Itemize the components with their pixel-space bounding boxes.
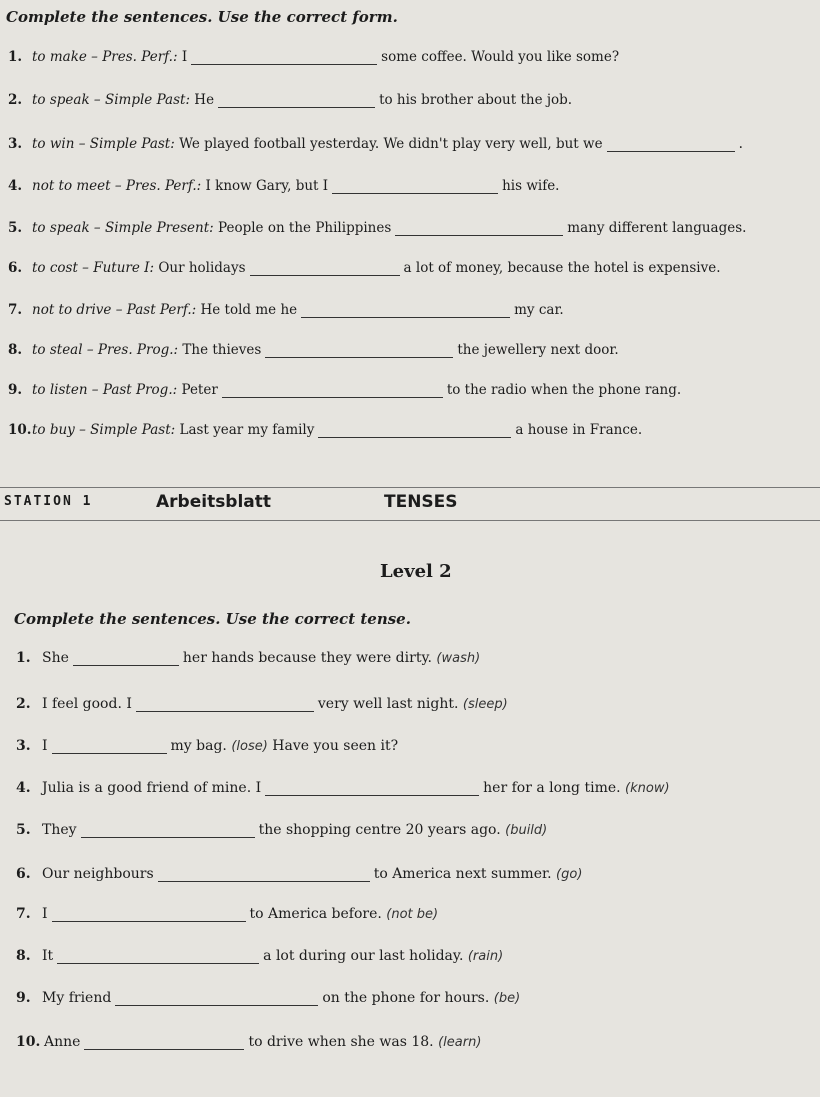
section2-title: Complete the sentences. Use the correct tense.	[14, 610, 411, 628]
item-number: 6.	[8, 260, 23, 276]
item-number: 8.	[8, 342, 23, 358]
tense-hint: to steal – Pres. Prog.:	[32, 342, 179, 358]
sentence-end: .	[738, 136, 743, 152]
station-label: STATION 1	[4, 494, 93, 509]
sentence-start: I know Gary, but I	[205, 178, 329, 194]
sentence-end: to the radio when the phone rang.	[446, 382, 682, 398]
sentence-end: very well last night.	[317, 696, 459, 712]
answer-blank[interactable]	[218, 93, 375, 108]
sentence-start: Our holidays	[158, 260, 246, 276]
answer-blank[interactable]	[81, 823, 255, 838]
exercise1-item	[8, 136, 743, 152]
item-number: 1.	[8, 49, 23, 65]
exercise2-item	[16, 948, 503, 964]
item-number: 9.	[8, 382, 23, 398]
sentence-end: her for a long time.	[483, 780, 621, 796]
answer-blank[interactable]	[191, 50, 377, 65]
exercise2-item	[16, 780, 670, 796]
exercise2-item	[16, 822, 547, 838]
sentence-start: They	[42, 822, 77, 838]
verb-hint: (lose)	[231, 739, 268, 754]
answer-blank[interactable]	[265, 343, 453, 358]
verb-hint: (rain)	[467, 949, 504, 964]
item-number: 3.	[16, 738, 31, 754]
exercise1-item	[8, 342, 619, 358]
exercise1-item	[8, 220, 746, 236]
item-number: 1.	[16, 650, 31, 666]
exercise1-item	[8, 422, 642, 438]
verb-hint: (be)	[493, 991, 521, 1006]
exercise1-item	[8, 302, 564, 318]
item-number: 9.	[16, 990, 31, 1006]
answer-blank[interactable]	[136, 697, 314, 712]
sentence-end: some coffee. Would you like some?	[381, 49, 620, 65]
sentence-end: my bag.	[170, 738, 227, 754]
tense-hint: to cost – Future I:	[32, 260, 155, 276]
tense-hint: to buy – Simple Past:	[32, 422, 176, 438]
answer-blank[interactable]	[222, 383, 443, 398]
sentence-end: many different languages.	[567, 220, 747, 236]
tense-hint: not to meet – Pres. Perf.:	[32, 178, 202, 194]
item-number: 6.	[16, 866, 31, 882]
topic-label: TENSES	[384, 492, 458, 512]
sentence-end: to America next summer.	[373, 866, 552, 882]
sentence-extra: Have you seen it?	[272, 738, 399, 754]
tense-hint: to speak – Simple Present:	[32, 220, 214, 236]
sentence-start: We played football yesterday. We didn't play very well, but we	[179, 136, 603, 152]
item-number: 10.	[16, 1034, 41, 1050]
tense-hint: to speak – Simple Past:	[32, 92, 190, 108]
verb-hint: (learn)	[438, 1035, 482, 1050]
sentence-start: I feel good. I	[42, 696, 132, 712]
sentence-start: He told me he	[200, 302, 298, 318]
level-label: Level 2	[380, 561, 452, 582]
sentence-end: to his brother about the job.	[379, 92, 573, 108]
sentence-start: I	[181, 49, 188, 65]
sentence-end: a house in France.	[515, 422, 643, 438]
exercise2-item	[16, 650, 480, 666]
answer-blank[interactable]	[332, 179, 498, 194]
item-number: 2.	[8, 92, 23, 108]
sentence-start: People on the Philippines	[217, 220, 392, 236]
exercise1-item	[8, 382, 681, 398]
sentence-end: a lot during our last holiday.	[263, 948, 464, 964]
sentence-start: Anne	[44, 1034, 81, 1050]
item-number: 7.	[8, 302, 23, 318]
verb-hint: (know)	[625, 781, 670, 796]
sentence-start: I	[42, 738, 48, 754]
exercise2-item	[16, 866, 582, 882]
exercise2-item	[16, 1034, 481, 1050]
sentence-end: her hands because they were dirty.	[182, 650, 432, 666]
sentence-end: a lot of money, because the hotel is expensive.	[403, 260, 721, 276]
verb-hint: (sleep)	[462, 697, 508, 712]
sentence-start: My friend	[42, 990, 112, 1006]
item-number: 5.	[8, 220, 23, 236]
answer-blank[interactable]	[395, 221, 563, 236]
worksheet-label: Arbeitsblatt	[156, 492, 272, 512]
exercise1-item	[8, 92, 572, 108]
sentence-start: He	[194, 92, 215, 108]
answer-blank[interactable]	[73, 651, 179, 666]
verb-hint: (build)	[505, 823, 548, 838]
item-number: 3.	[8, 136, 23, 152]
exercise2-item	[16, 990, 520, 1006]
sentence-end: my car.	[514, 302, 564, 318]
answer-blank[interactable]	[57, 949, 259, 964]
item-number: 10.	[8, 422, 32, 438]
exercise1-item	[8, 260, 721, 276]
sentence-start: The thieves	[182, 342, 262, 358]
sentence-end: to America before.	[249, 906, 382, 922]
sentence-start: She	[42, 650, 69, 666]
tense-hint: to make – Pres. Perf.:	[32, 49, 178, 65]
answer-blank[interactable]	[158, 867, 370, 882]
sentence-start: Peter	[181, 382, 218, 398]
header-top-rule	[0, 487, 820, 488]
exercise2-item	[16, 906, 438, 922]
answer-blank[interactable]	[301, 303, 510, 318]
exercise2-item	[16, 738, 398, 754]
sentence-start: Our neighbours	[42, 866, 154, 882]
verb-hint: (wash)	[436, 651, 481, 666]
answer-blank[interactable]	[607, 137, 735, 152]
sentence-end: his wife.	[502, 178, 560, 194]
sentence-start: Julia is a good friend of mine. I	[42, 780, 262, 796]
answer-blank[interactable]	[84, 1035, 244, 1050]
tense-hint: to win – Simple Past:	[32, 136, 175, 152]
tense-hint: to listen – Past Prog.:	[32, 382, 178, 398]
sentence-start: Last year my family	[179, 422, 315, 438]
header-bottom-rule	[0, 520, 820, 521]
answer-blank[interactable]	[265, 781, 479, 796]
answer-blank[interactable]	[52, 739, 167, 754]
item-number: 8.	[16, 948, 31, 964]
exercise2-item	[16, 696, 508, 712]
sentence-start: I	[42, 906, 48, 922]
exercise1-item	[8, 178, 559, 194]
answer-blank[interactable]	[115, 991, 318, 1006]
sentence-end: the jewellery next door.	[457, 342, 619, 358]
section1-title: Complete the sentences. Use the correct form.	[6, 8, 398, 26]
sentence-end: on the phone for hours.	[322, 990, 490, 1006]
sentence-end: to drive when she was 18.	[248, 1034, 434, 1050]
exercise1-item	[8, 49, 619, 65]
item-number: 2.	[16, 696, 31, 712]
answer-blank[interactable]	[52, 907, 246, 922]
item-number: 7.	[16, 906, 31, 922]
item-number: 4.	[16, 780, 31, 796]
sentence-start: It	[42, 948, 54, 964]
tense-hint: not to drive – Past Perf.:	[32, 302, 197, 318]
item-number: 5.	[16, 822, 31, 838]
answer-blank[interactable]	[318, 423, 511, 438]
verb-hint: (not be)	[386, 907, 439, 922]
sentence-end: the shopping centre 20 years ago.	[258, 822, 501, 838]
answer-blank[interactable]	[250, 261, 400, 276]
verb-hint: (go)	[556, 867, 583, 882]
item-number: 4.	[8, 178, 23, 194]
